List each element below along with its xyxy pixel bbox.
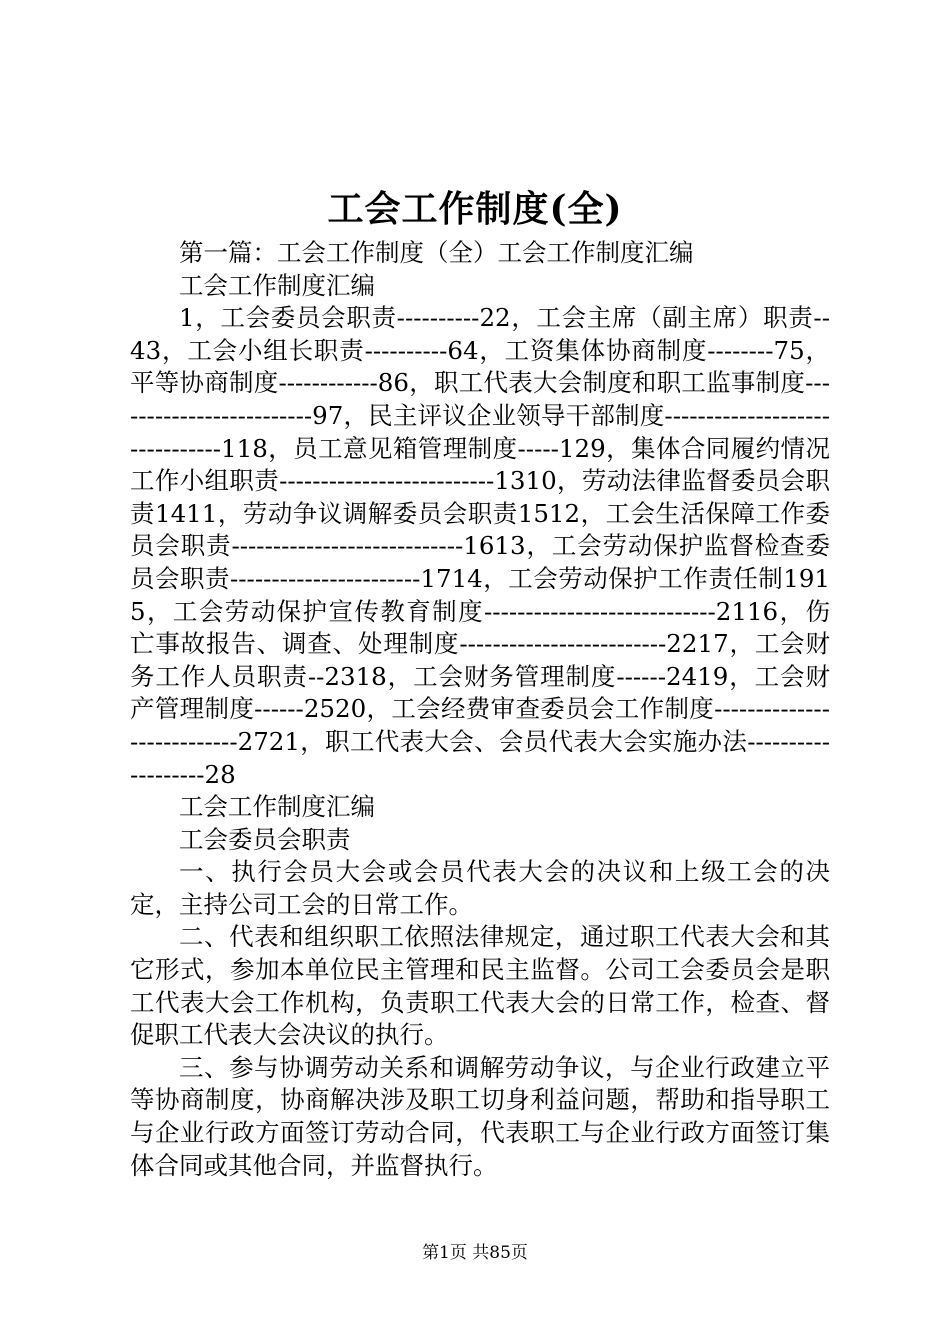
document-body: [130, 237, 830, 1182]
paragraph-duty-item-1: 一、执行会员大会或会员代表大会的决议和上级工会的决定，主持公司工会的日常工作。: [130, 857, 830, 919]
page-title: 工会工作制度(全): [327, 188, 623, 230]
paragraph-compilation-title: 工会工作制度汇编: [179, 270, 375, 300]
paragraph-committee-duties-heading: 工会委员会职责: [179, 824, 351, 854]
page-footer: 第1页 共85页: [422, 1243, 528, 1263]
paragraph-compilation-title-repeat: 工会工作制度汇编: [179, 792, 375, 822]
paragraph-duty-item-3: 三、参与协调劳动关系和调解劳动争议，与企业行政建立平等协商制度，协商解决涉及职工切身利益问题，帮助和指导职工与企业行政方面签订劳动合同，代表职工与企业行政方面签订集体合同或其他合同，并监督执行。: [130, 1052, 830, 1180]
paragraph-first-section-heading: 第一篇：工会工作制度（全）工会工作制度汇编: [179, 238, 694, 267]
paragraph-duty-item-2: 二、代表和组织职工依照法律规定，通过职工代表大会和其它形式，参加本单位民主管理和民主监督。公司工会委员会是职工代表大会工作机构，负责职工代表大会的日常工作，检查、督促职工代表大会决议的执行。: [130, 922, 830, 1050]
paragraph-table-of-contents: 1，工会委员会职责----------22，工会主席（副主席）职责--43，工会小组长职责----------64，工资集体协商制度--------75，平等协商制度------------86，职工代表大会制度和职工监事制度-------------------------97，民主评议企业领导干部制度-------------------------------118，员工意见箱管理制度-----129，集体合同履约情况工作小组职责--------------------------1310，劳动法律监督委员会职责1411，劳动争议调解委员会职责1512，工会生活保障工作委员会职责----------------------------1613，工会劳动保护监督检查委员会职责-----------------------1714，工会劳动保护工作责任制1915，工会劳动保护宣传教育制度----------------------------2116，伤亡事故报告、调查、处理制度-------------------------2217，工会财务工作人员职责--2318，工会财务管理制度------2419，工会财产管理制度------2520，工会经费审查委员会工作制度---------------------------2721，职工代表大会、会员代表大会实施办法-------------------28: [130, 303, 830, 789]
